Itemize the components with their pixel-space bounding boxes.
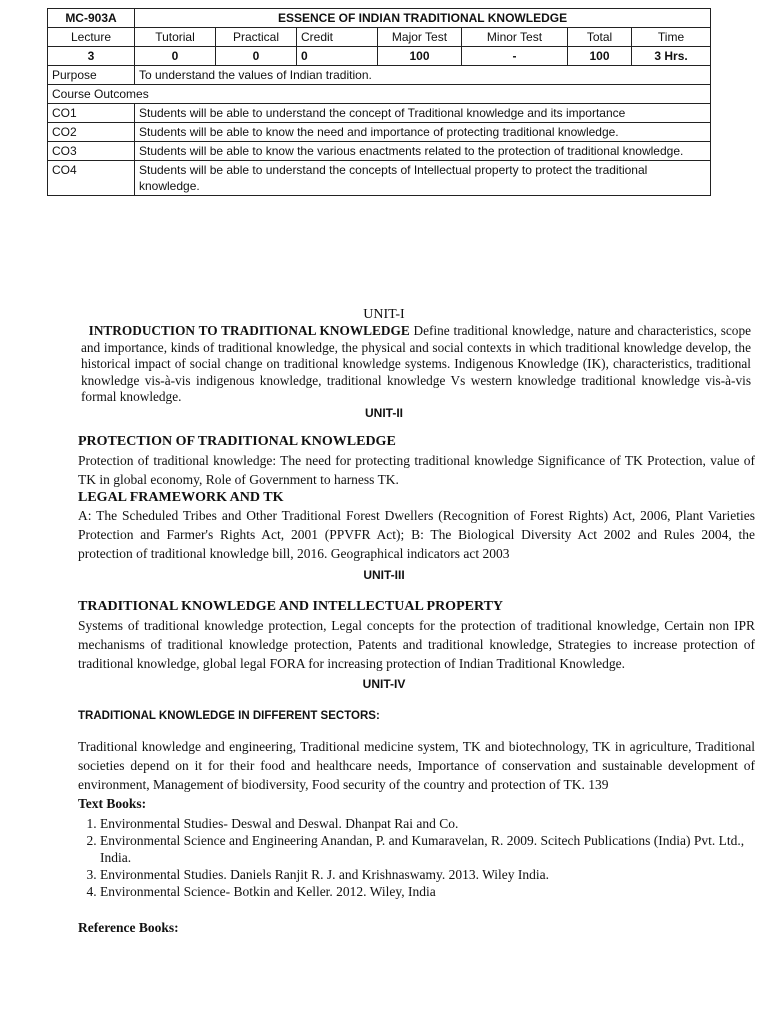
list-item: 2. Environmental Science and Engineering Anandan, P. and Kumaravelan, R. 2009. Scitech Publications (India) Pvt. Ltd., India. [100, 832, 755, 866]
course-title: ESSENCE OF INDIAN TRADITIONAL KNOWLEDGE [135, 9, 711, 28]
purpose-text: To understand the values of Indian tradition. [135, 66, 711, 85]
unit1-text: Define traditional knowledge, nature and characteristics, scope and importance, kinds of traditional knowledge, the physical and social contexts in which traditional knowledge develop, the historical impact of social change on traditional knowledge systems. Indigenous Knowledge (IK), characteristics, traditional knowledge vis-à-vis indigenous knowledge, traditional knowledge Vs western knowledge traditional knowledge vis-à-vis formal knowledge. [81, 323, 751, 405]
header-cell: Total [568, 28, 632, 47]
unit1-label: UNIT-I [363, 307, 405, 322]
outcomes-label: Course Outcomes [48, 85, 711, 104]
unit4-text: Traditional knowledge and engineering, Traditional medicine system, TK and biotechnology, TK in agriculture, Traditional societies depend on it for their food and healthcare needs, Importance of conservation and sustainable development of environment, Management of biodiversity, Food security of the country and protection of TK. 139 [78, 739, 755, 792]
course-table [47, 8, 711, 196]
unit2-label: UNIT-II [365, 406, 403, 420]
unit4-section [78, 710, 755, 794]
header-cell: Lecture [48, 28, 135, 47]
value-cell: 0 [135, 47, 216, 66]
reference-books-section [78, 920, 755, 936]
outcome-text: Students will be able to know the need and importance of protecting traditional knowledge. [135, 123, 711, 142]
unit3-heading: TRADITIONAL KNOWLEDGE AND INTELLECTUAL PROPERTY [78, 599, 504, 614]
outcome-row [48, 123, 711, 142]
unit3-section [78, 599, 755, 673]
unit2-text2: A: The Scheduled Tribes and Other Traditional Forest Dwellers (Recognition of Forest Rights) Act, 2006, Plant Varieties Protection and Farmer's Rights Act, 2001 (PPVFR Act); B: The Biological Diversity Act 2002 and Rules 2004, the protection of traditional knowledge bill, 2016. Geographical indicators act 2003 [78, 508, 755, 561]
unit2-heading2: LEGAL FRAMEWORK AND TK [78, 490, 284, 505]
outcomes-header-row [48, 85, 711, 104]
value-cell: 3 [48, 47, 135, 66]
outcome-row [48, 104, 711, 123]
purpose-label: Purpose [48, 66, 135, 85]
outcome-text: Students will be able to understand the concept of Traditional knowledge and its importance [135, 104, 711, 123]
header-cell: Minor Test [462, 28, 568, 47]
unit2-text1: Protection of traditional knowledge: The need for protecting traditional knowledge Significance of TK Protection, value of TK in global economy, Role of Government to harness TK. [78, 453, 755, 487]
outcome-code: CO3 [48, 142, 135, 161]
values-row [48, 47, 711, 66]
unit2-heading1: PROTECTION OF TRADITIONAL KNOWLEDGE [78, 434, 396, 449]
outcome-row [48, 161, 711, 196]
outcome-code: CO1 [48, 104, 135, 123]
reference-books-label: Reference Books: [78, 920, 179, 935]
unit3-text: Systems of traditional knowledge protection, Legal concepts for the protection of traditional knowledge, Certain non IPR mechanisms of traditional knowledge protection, Patents and traditional knowledge, Strategies to increase protection of traditional knowledge, global legal FORA for increasing protection of Indian Traditional Knowledge. [78, 618, 755, 671]
text-books-label: Text Books: [78, 796, 147, 811]
header-cell: Credit [297, 28, 378, 47]
outcome-code: CO4 [48, 161, 135, 196]
list-item: 3. Environmental Studies. Daniels Ranjit R. J. and Krishnaswamy. 2013. Wiley India. [100, 866, 755, 883]
value-cell: - [462, 47, 568, 66]
value-cell: 0 [297, 47, 378, 66]
value-cell: 100 [568, 47, 632, 66]
outcome-text: Students will be able to understand the concepts of Intellectual property to protect the traditional knowledge. [135, 161, 711, 196]
unit2-section [78, 434, 755, 563]
header-cell: Time [632, 28, 711, 47]
outcome-text: Students will be able to know the various enactments related to the protection of traditional knowledge. [135, 142, 711, 161]
purpose-row [48, 66, 711, 85]
list-item: 4. Environmental Science- Botkin and Keller. 2012. Wiley, India [100, 883, 755, 900]
unit1-heading: INTRODUCTION TO TRADITIONAL KNOWLEDGE [88, 323, 410, 338]
unit1-paragraph [81, 323, 751, 406]
header-cell: Practical [216, 28, 297, 47]
value-cell: 3 Hrs. [632, 47, 711, 66]
unit1-section [81, 323, 751, 406]
course-code: MC-903A [48, 9, 135, 28]
header-cell: Major Test [378, 28, 462, 47]
text-books-section [78, 796, 755, 900]
text-books-list [78, 815, 755, 900]
value-cell: 0 [216, 47, 297, 66]
header-row [48, 28, 711, 47]
value-cell: 100 [378, 47, 462, 66]
outcome-row [48, 142, 711, 161]
unit4-heading: TRADITIONAL KNOWLEDGE IN DIFFERENT SECTORS: [78, 710, 380, 722]
outcome-code: CO2 [48, 123, 135, 142]
unit3-label: UNIT-III [363, 568, 405, 582]
header-cell: Tutorial [135, 28, 216, 47]
unit4-label: UNIT-IV [362, 677, 406, 691]
list-item: 1. Environmental Studies- Deswal and Deswal. Dhanpat Rai and Co. [100, 815, 755, 832]
